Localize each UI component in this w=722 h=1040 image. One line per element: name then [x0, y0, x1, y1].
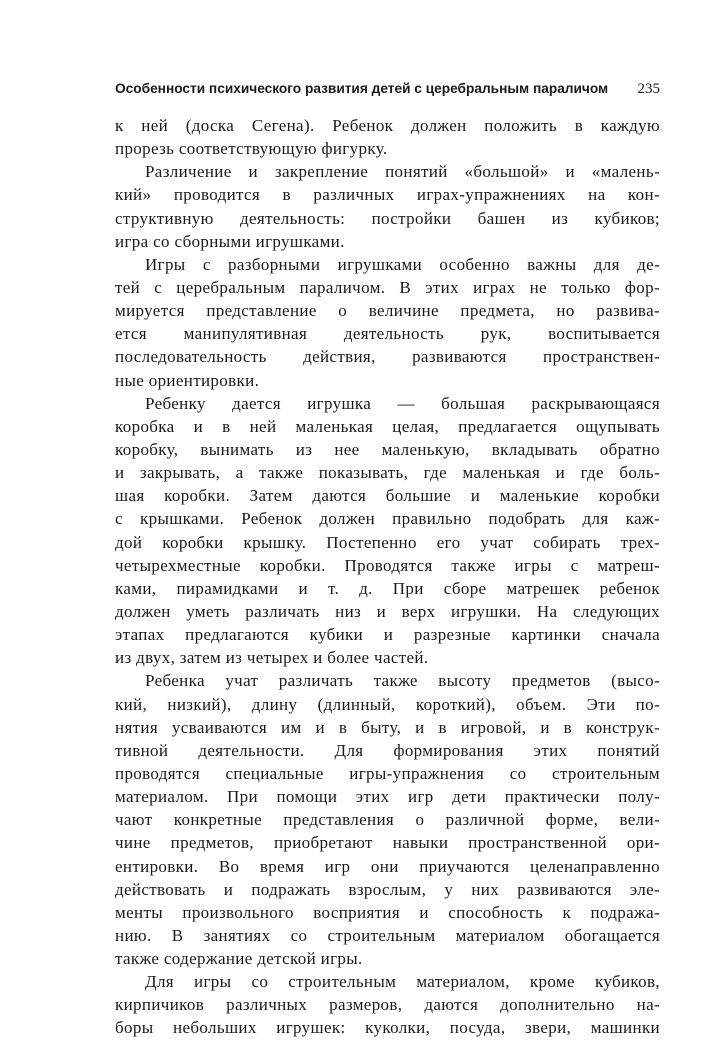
text-line: материалом. При помощи этих игр дети практически полу-	[115, 787, 660, 807]
body-text	[115, 114, 660, 1040]
text-line: менты произвольного восприятия и способность к подража-	[115, 902, 660, 922]
text-line: ется манипулятивная деятельность рук, воспитывается	[115, 324, 660, 344]
text-line: чают конкретные представления о различной форме, вели-	[115, 810, 660, 830]
text-line: ками, пирамидками и т. д. При сборе матрешек ребенок	[115, 578, 660, 598]
text-line: кий» проводится в различных играх-упражнениях на кон-	[115, 185, 660, 205]
text-line: тивной деятельности. Для формирования этих понятий	[115, 740, 660, 760]
text-line: и закрывать, а также показывать, где маленькая и где боль-	[115, 463, 660, 483]
text-line: из двух, затем из четырех и более частей.	[115, 648, 429, 668]
text-line: также содержание детской игры.	[115, 949, 363, 969]
text-line: Различение и закрепление понятий «большой» и «малень-	[145, 162, 660, 182]
page-number: 235	[637, 81, 660, 97]
text-line: четырехместные коробки. Проводятся также игры с матреш-	[115, 555, 660, 575]
running-header	[115, 80, 660, 100]
text-line: чине предметов, приобретают навыки пространственной ори-	[115, 833, 660, 853]
paragraph	[115, 970, 660, 1039]
text-line: действовать и подражать взрослым, у них развиваются эле-	[115, 879, 660, 899]
text-line: коробка и в ней маленькая целая, предлагается ощупывать	[115, 416, 660, 436]
text-line: игра со сборными игрушками.	[115, 231, 345, 251]
chapter-title: Особенности психического развития детей с церебральным параличом	[115, 81, 609, 96]
text-line: ентировки. Во время игр они приучаются целенаправленно	[115, 856, 660, 876]
text-line: к ней (доска Сегена). Ребенок должен положить в каждую	[115, 116, 660, 135]
text-line: проводятся специальные игры-упражнения со строительным	[115, 763, 660, 783]
text-line: ные ориентировки.	[115, 370, 260, 390]
text-line: мируется представление о величине предмета, но развива-	[115, 301, 660, 321]
text-line: шая коробки. Затем даются большие и маленькие коробки	[115, 486, 660, 506]
text-line: Ребенку дается игрушка — большая раскрывающаяся	[145, 393, 660, 413]
text-line: этапах предлагаются кубики и разрезные картинки сначала	[115, 625, 660, 645]
paragraph	[115, 114, 660, 160]
paragraph	[115, 669, 660, 970]
text-line: коробку, вынимать из нее маленькую, вкладывать обратно	[115, 439, 660, 459]
text-line: должен уметь различать низ и верх игрушки. На следующих	[115, 601, 660, 621]
text-line: тей с церебральным параличом. В этих играх не только фор-	[115, 277, 660, 297]
paragraph	[115, 253, 660, 392]
text-line: последовательность действия, развиваются пространствен-	[115, 347, 660, 367]
text-line: кий, низкий), длину (длинный, короткий), объем. Эти по-	[115, 694, 660, 714]
text-line: нятия усваиваются им и в быту, и в игровой, и в конструк-	[115, 717, 660, 737]
text-line: Ребенка учат различать также высоту предметов (высо-	[145, 671, 660, 691]
text-line: кирпичиков различных размеров, даются дополнительно на-	[115, 995, 660, 1015]
text-line: боры небольших игрушек: куколки, посуда, звери, машинки	[115, 1018, 660, 1038]
paragraph	[115, 392, 660, 670]
text-line: структивную деятельность: постройки башен из кубиков;	[115, 208, 660, 228]
paragraph	[115, 160, 660, 253]
text-line: нию. В занятиях со строительным материалом обогащается	[115, 925, 660, 945]
text-line: Для игры со строительным материалом, кроме кубиков,	[145, 972, 660, 992]
text-line: прорезь соответствующую фигурку.	[115, 139, 388, 159]
text-line: Игры с разборными игрушками особенно важны для де-	[145, 254, 660, 274]
text-line: дой коробки крышку. Постепенно его учат собирать трех-	[115, 532, 660, 552]
text-line: с крышками. Ребенок должен правильно подобрать для каж-	[115, 509, 660, 529]
